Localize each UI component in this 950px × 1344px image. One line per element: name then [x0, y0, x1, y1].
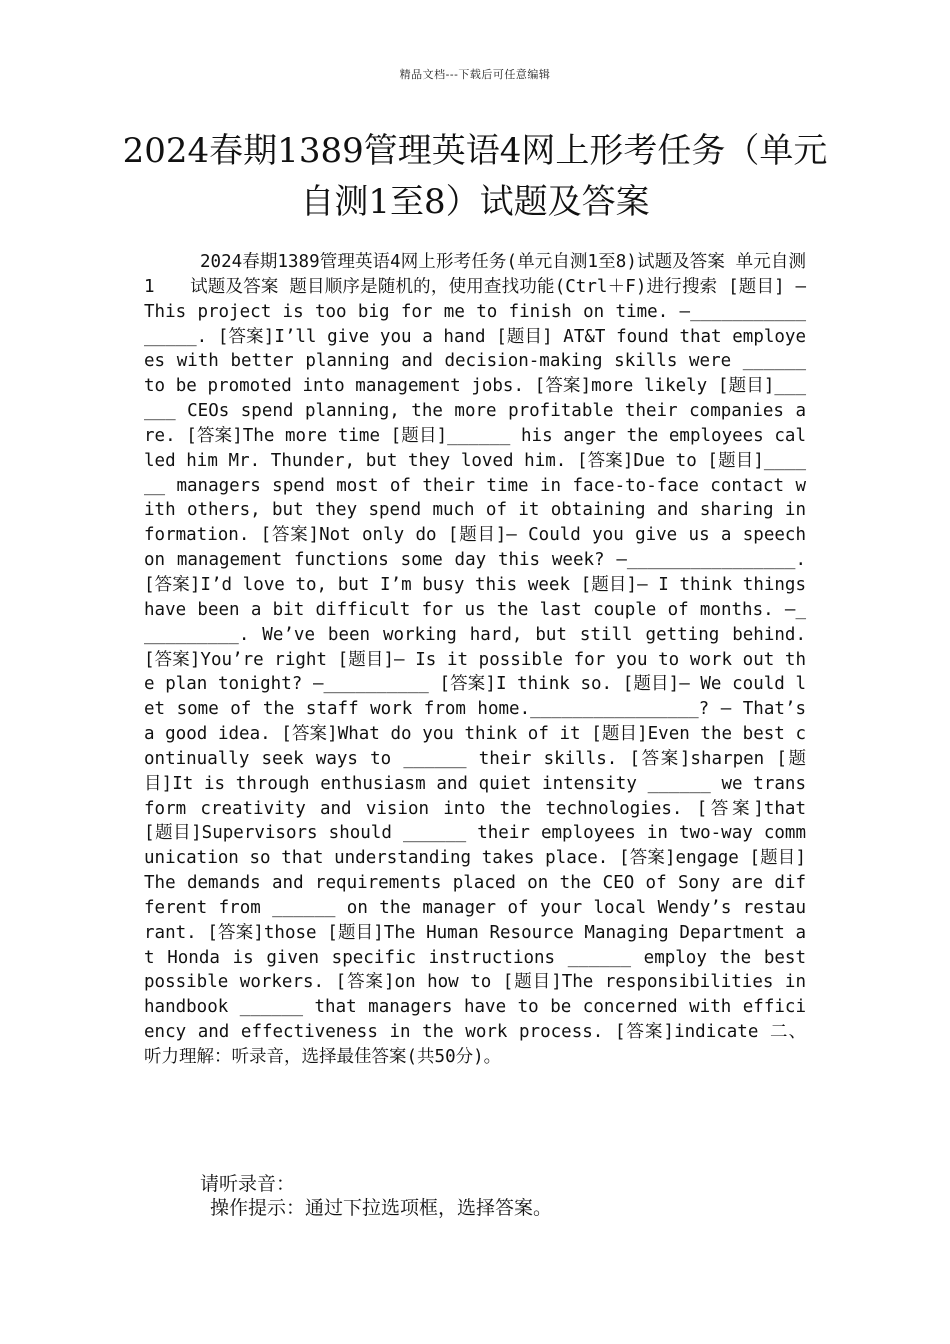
operation-hint: 操作提示：通过下拉选项框，选择答案。	[210, 1197, 553, 1219]
document-title: 2024春期1389管理英语4网上形考任务（单元自测1至8）试题及答案	[122, 131, 828, 222]
header-note: 精品文档---下载后可任意编辑	[399, 68, 551, 81]
document-body: 2024春期1389管理英语4网上形考任务(单元自测1至8)试题及答案 单元自测1 试题及答案 题目顺序是随机的，使用查找功能(Ctrl＋F)进行搜索 [题目] — This project is too big for me to finish on time. —________________. [答案]I’ll give you a hand [题目] AT&T found that employees with better planning and decision-making skills were ______ to be promoted into management jobs. [答案]more likely [题目]______ CEOs spend planning, the more profitable their companies are. [答案]The more time [题目]______ his anger the employees called him Mr. Thunder, but they loved him. [答案]Due to [题目]______ managers spend most of their time in face-to-face contact with others, but they spend much of it obtaining and sharing information. [答案]Not only do [题目]— Could you give us a speech on management functions some day this week? —________________. [答案]I’d love to, but I’m busy this week [题目]— I think things have been a bit difficult for us the last couple of months. —__________. We’ve been working hard, but still getting behind. [答案]You’re right [题目]— Is it possible for you to work out the plan tonight? —__________ [答案]I think so. [题目]— We could let some of the staff work from home.________________? — That’s a good idea. [答案]What do you think of it [题目]Even the best continually seek ways to ______ their skills. [答案]sharpen [题目]It is through enthusiasm and quiet intensity ______ we transform creativity and vision into the technologies. [答案]that [题目]Supervisors should ______ their employees in two-way communication so that understanding takes place. [答案]engage [题目]The demands and requirements placed on the CEO of Sony are different from ______ on the manager of your local Wendy’s restaurant. [答案]those [题目]The Human Resource Managing Department at Honda is given specific instructions ______ employ the best possible workers. [答案]on how to [题目]The responsibilities in handbook ______ that managers have to be concerned with efficiency and effectiveness in the work process. [答案]indicate 二、听力理解：听录音，选择最佳答案(共50分)。	[144, 252, 806, 1067]
listen-prompt: 请听录音：	[200, 1173, 296, 1195]
